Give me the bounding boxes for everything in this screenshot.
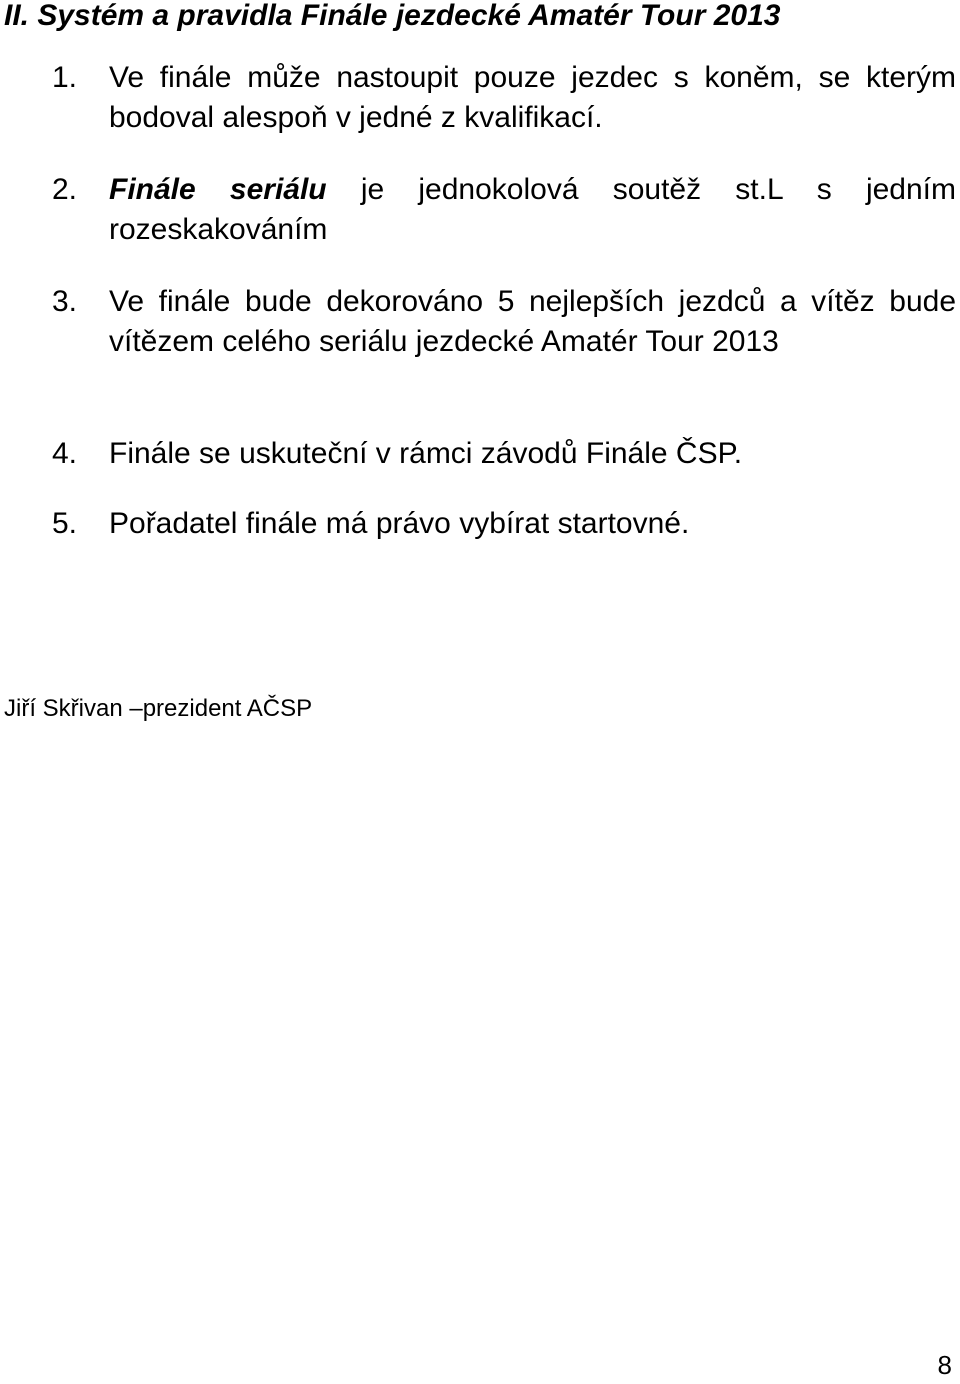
rule-text-container [109, 170, 956, 250]
rule-item-4 [52, 434, 956, 474]
rule-number: 4. [52, 437, 78, 470]
rule-text: Ve finále může nastoupit pouze jezdec s koněm, se kterým bodoval alespoň v jedné z kvalifikací. [109, 61, 956, 134]
rule-number: 2. [52, 173, 78, 206]
rule-number: 1. [52, 61, 78, 94]
rule-text: Finále se uskuteční v rámci závodů Finále ČSP. [109, 437, 743, 470]
rule-text: je jednokolová soutěž st.L s jedním rozeskakováním [109, 173, 957, 246]
rule-text: Ve finále bude dekorováno 5 nejlepších jezdců a vítěz bude vítězem celého seriálu jezdecké Amatér Tour 2013 [109, 285, 956, 358]
rule-emphasis: Finále seriálu [109, 173, 327, 206]
rule-item-1 [52, 58, 956, 138]
signature: Jiří Skřivan –prezident AČSP [4, 695, 313, 722]
rule-item-5 [52, 504, 956, 544]
rule-item-3 [52, 282, 956, 362]
rule-text: Pořadatel finále má právo vybírat startovné. [109, 507, 690, 540]
section-heading: II. Systém a pravidla Finále jezdecké Amatér Tour 2013 [4, 0, 781, 32]
rule-number: 5. [52, 507, 78, 540]
rule-item-2 [52, 170, 956, 250]
rule-number: 3. [52, 285, 78, 318]
page-number: 8 [937, 1350, 952, 1380]
